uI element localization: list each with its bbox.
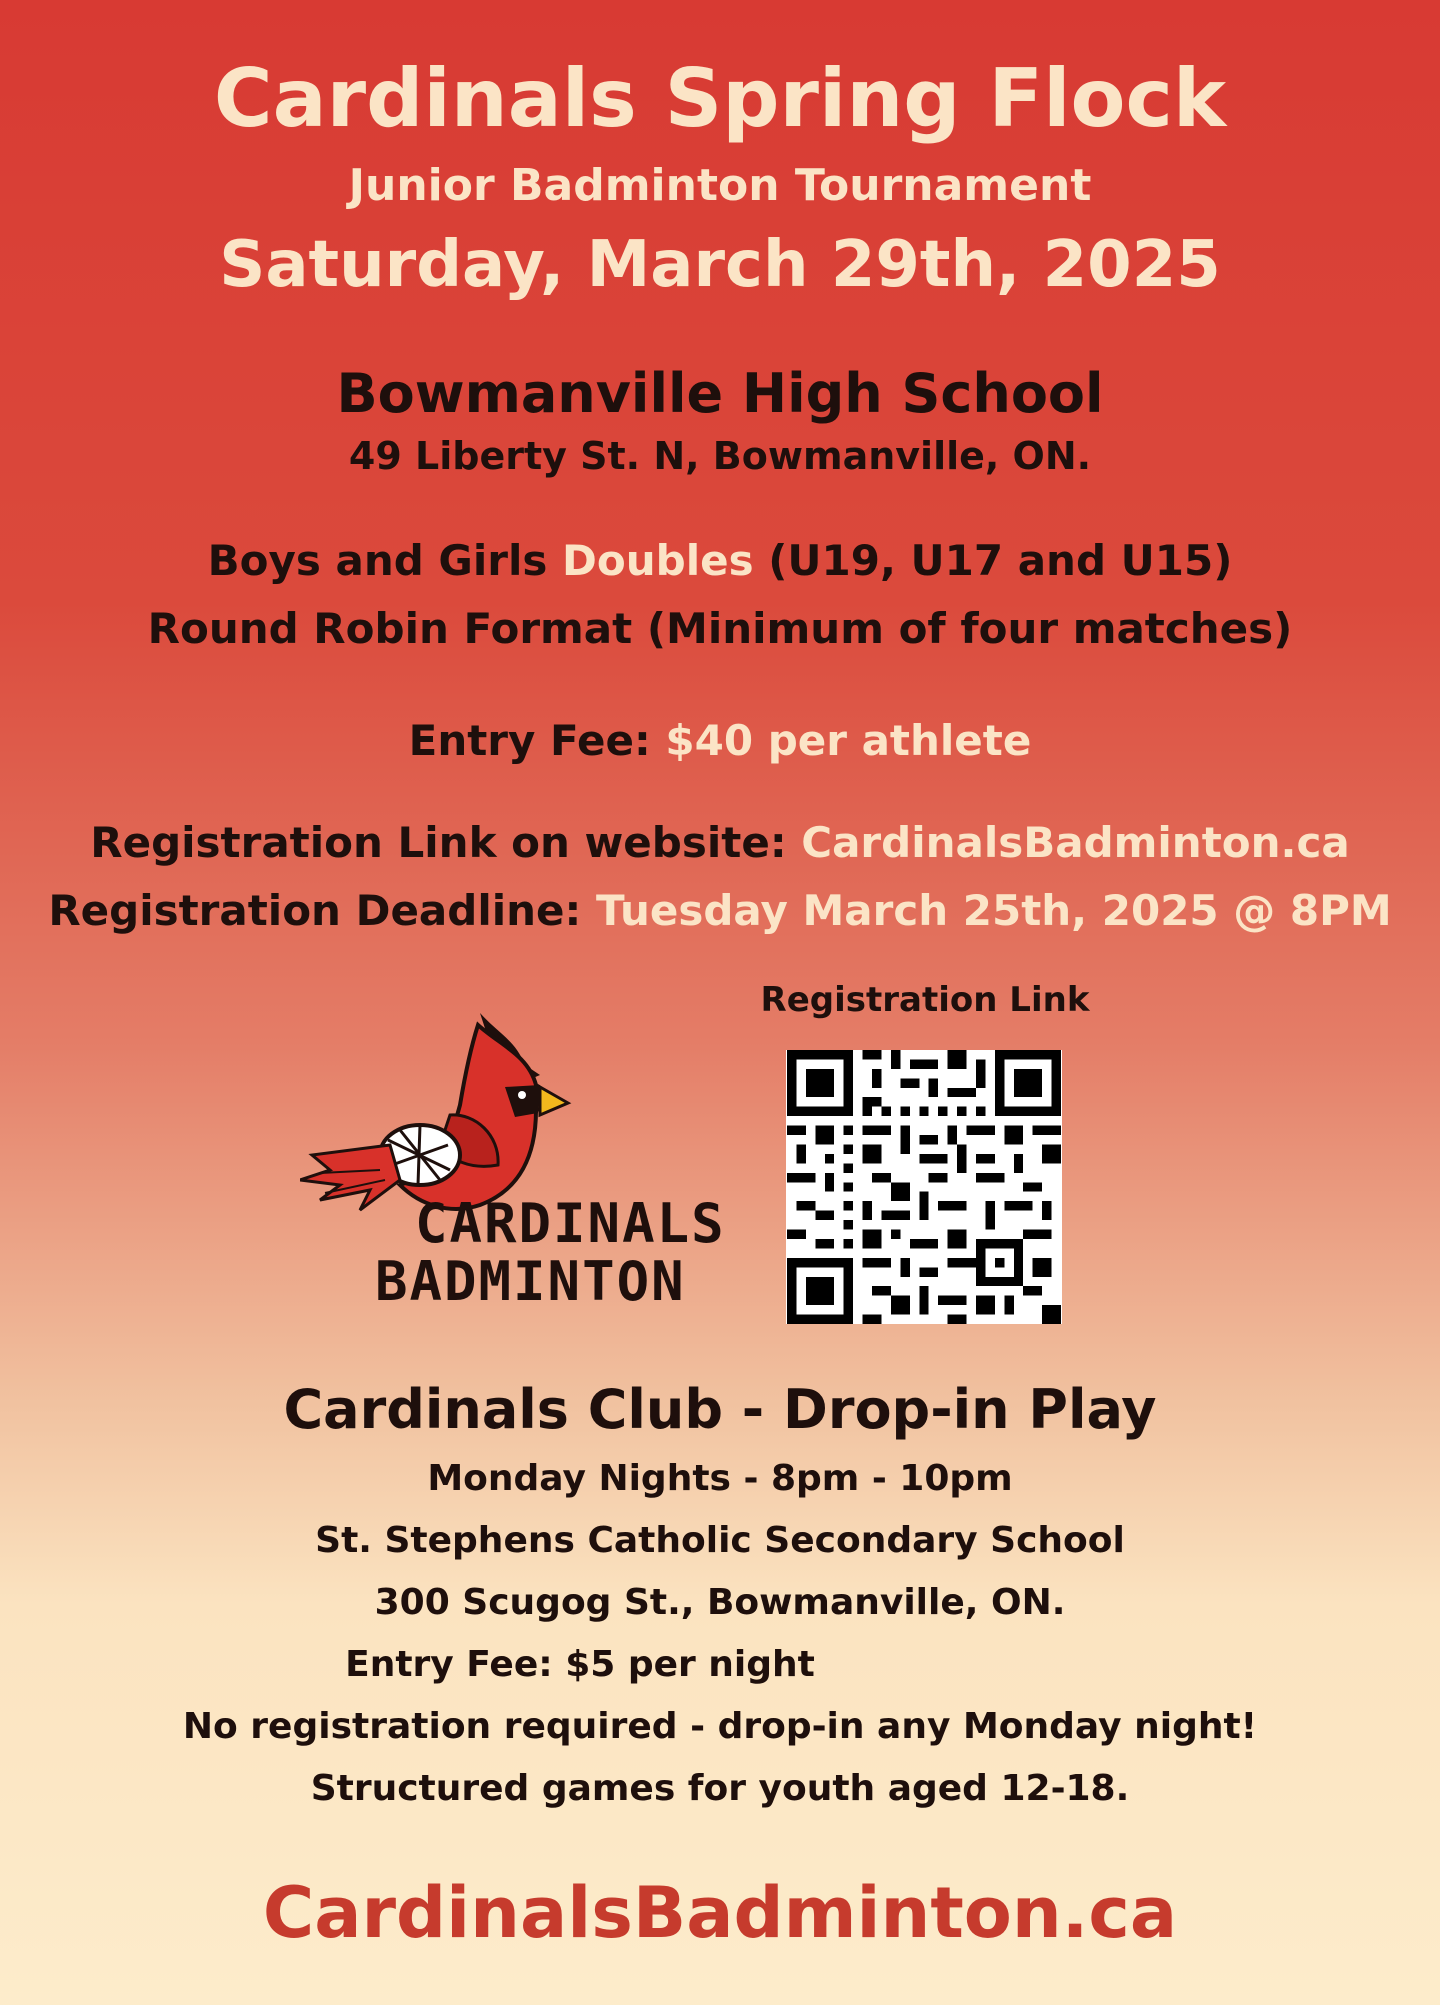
format-divisions [0, 536, 1440, 585]
dropin-line-youth: Structured games for youth aged 12-18. [310, 1768, 1130, 1809]
registration-link-value[interactable]: CardinalsBadminton.ca [801, 818, 1350, 867]
format-round-robin: Round Robin Format (Minimum of four matches) [147, 604, 1293, 653]
format-divisions-a: Boys and Girls [207, 536, 563, 585]
venue-address: 49 Liberty St. N, Bowmanville, ON. [348, 434, 1092, 478]
event-date: Saturday, March 29th, 2025 [219, 228, 1221, 302]
registration-deadline-line [0, 886, 1440, 935]
entry-fee [0, 716, 1440, 765]
entry-fee-value: $40 per athlete [665, 716, 1032, 765]
dropin-title: Cardinals Club - Drop-in Play [283, 1378, 1157, 1441]
venue-name: Bowmanville High School [336, 362, 1104, 425]
dropin-line-no-registration: No registration required - drop-in any Monday night! [182, 1706, 1258, 1747]
logo-line2: BADMINTON [375, 1250, 686, 1313]
registration-deadline-label: Registration Deadline: [48, 886, 596, 935]
qr-code-icon[interactable] [786, 1050, 1062, 1324]
page-title: Cardinals Spring Flock [213, 52, 1227, 145]
registration-deadline-value: Tuesday March 25th, 2025 @ 8PM [595, 886, 1392, 935]
logo-line1: CARDINALS [415, 1192, 726, 1255]
logo-wordmark [375, 1192, 726, 1313]
dropin-line-fee: Entry Fee: $5 per night [345, 1644, 815, 1685]
format-doubles: Doubles [562, 536, 754, 585]
footer-website[interactable]: CardinalsBadminton.ca [262, 1872, 1178, 1954]
format-divisions-c: (U19, U17 and U15) [753, 536, 1233, 585]
registration-link-label: Registration Link on website: [90, 818, 802, 867]
page-subtitle: Junior Badminton Tournament [348, 160, 1092, 211]
entry-fee-label: Entry Fee: [408, 716, 666, 765]
dropin-line-school: St. Stephens Catholic Secondary School [315, 1520, 1125, 1561]
registration-link-line [0, 818, 1440, 867]
qr-code-graphic [786, 1050, 1062, 1324]
dropin-line-schedule: Monday Nights - 8pm - 10pm [427, 1458, 1013, 1499]
qr-caption: Registration Link [760, 980, 1090, 1020]
dropin-line-address: 300 Scugog St., Bowmanville, ON. [374, 1582, 1066, 1623]
